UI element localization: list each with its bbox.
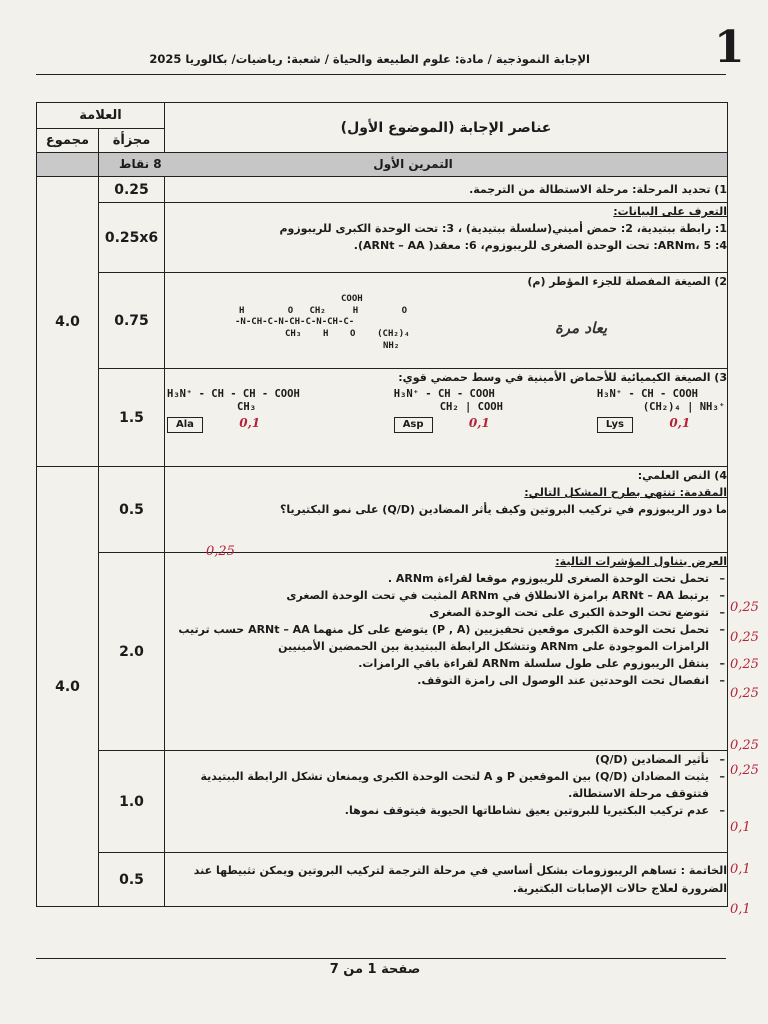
grade-q1-data: 0.25x6 [99,203,165,273]
grade-q1: 0.25 [99,177,165,203]
q3-cell [165,369,728,467]
page-corner-mark: 1 [714,22,745,73]
q1-data-title: التعرف على البيانات: [613,205,727,218]
total-part1: 4.0 [37,177,99,467]
q4-body-item: – تحمل تحت الوحدة الصغرى للريبوزوم موقعا لقراءة ARNm . [165,570,727,587]
grade-q4-effect: 1.0 [99,751,165,853]
formula-ala-main: H₃N⁺ - CH - CH - COOH [167,388,300,401]
q4-body-item: – تحمل تحت الوحدة الكبرى موقعين تحفيزيين (P , A) يتوضع على كل منهما ARNt – AA حسب ترتيب الرامزات الموجودة على ARNm وتتشكل الرابطة الببتيدية بين الحمضين الأمينيين [165,621,727,655]
total-header: مجموع [37,129,99,153]
header-divider [36,74,726,75]
exercise-title: التمرين الأول [373,157,453,171]
exercise-points: 8 نقاط [119,157,162,171]
q1-data-line2: 4: ARNm، 5: تحت الوحدة الصغرى للريبوزوم، 6: معقد( ARNt – AA). [353,239,727,253]
grading-mark: 0,1 [730,862,751,877]
grade-q2: 0.75 [99,273,165,369]
grading-mark: 0,25 [730,763,759,778]
strip-total-cell [37,153,99,177]
grade-q3: 1.5 [99,369,165,467]
q4-body-item: – تتوضع تحت الوحدة الكبرى على تحت الوحدة الصغرى [165,604,727,621]
answer-table [36,102,728,907]
grading-mark: 0,25 [730,600,759,615]
mark-asp: 0,1 [468,416,490,431]
q4-effect-item: – عدم تركيب البكتيريا للبروتين يعيق نشاطاتها الحيوية فيتوقف نموها. [165,802,727,819]
formula-ala [167,388,300,433]
q2-cell [165,273,728,369]
grading-mark: 0,25 [730,738,759,753]
exercise-strip [99,153,728,177]
q4-body-item: – انفصال تحت الوحدتين عند الوصول الى رامزة التوقف. [165,672,727,689]
q4-body-item: – يرتبط ARNt – AA برامزة الانطلاق في ARNm المثبت في تحت الوحدة الصغرى [165,587,727,604]
formula-asp [394,388,503,433]
footer-divider [36,958,726,959]
grade-q4-conclusion: 0.5 [99,853,165,907]
q4-question: ما دور الريبوزوم في تركيب البروتين وكيف يأثر المضادين (Q/D) على نمو البكتيريا؟ [280,503,727,517]
q3-text: 3) الصيغة الكيميائية للأحماض الأمينية في وسط حمضي قوي: [398,371,727,384]
handwritten-note: يعاد مرة [554,319,607,337]
total-part2: 4.0 [37,467,99,907]
grading-mark: 0,25 [730,657,759,672]
grading-mark: 0,25 [206,544,235,559]
q4-body-item: – ينتقل الريبوزوم على طول سلسلة ARNm لقراءة باقي الرامزات. [165,655,727,672]
grading-mark: 0,25 [730,686,759,701]
page-footer: صفحة 1 من 7 [329,962,421,977]
grading-mark: 0,1 [730,820,751,835]
partial-header: مجزأة [99,129,165,153]
q1-data-line1: 1: رابطة ببتيدية، 2: حمض أميني(سلسلة ببتيدية) ، 3: تحت الوحدة الكبرى للريبوزوم [279,222,727,236]
q2-text: 2) الصيغة المفصلة للجزء المؤطر (م) [527,275,727,288]
table-title: عناصر الإجابة (الموضوع الأول) [165,103,728,153]
formula-lys-side: (CH₂)₄ | NH₃⁺ [642,400,725,413]
label-lys: Lys [597,417,633,433]
q4-title: 4) النص العلمي: [637,469,727,482]
formula-ala-side: CH₃ [237,400,256,413]
q1-text: 1) تحديد المرحلة: مرحلة الاستطالة من الترجمة. [165,177,728,203]
q4-body-title: العرض يتناول المؤشرات التالية: [555,555,727,568]
formula-lys [597,388,725,433]
peptide-chain: -N-CH-C-N-CH-C-N-CH-C- [235,317,355,328]
formula-asp-side: CH₂ | COOH [439,400,503,413]
q4-intro-label: المقدمة: تنتهي بطرح المشكل التالي: [524,486,727,500]
q4-conclusion: الخاتمة : تساهم الريبوزومات بشكل أساسي في مرحلة الترجمة لتركيب البروتين ويمكن تثبيطها عند الضرورة لعلاج حالات الإصابات البكتيرية. [165,853,728,907]
label-ala: Ala [167,417,203,433]
q4-effect-item: – يثبت المضادان (Q/D) بين الموقعين P و A لتحت الوحدة الكبرى ويمنعان تشكل الرابطة الببتيدية فتتوقف مرحلة الاستطالة. [165,768,727,802]
formula-asp-main: H₃N⁺ - CH - COOH [393,388,495,401]
peptide-formula: COOH H O CH₂ H O -N-CH-C-N-CH-C-N-CH-C- CH₃ H O (CH₂)₄ NH₂ [235,294,727,352]
formula-lys-main: H₃N⁺ - CH - COOH [596,388,698,401]
grade-header: العلامة [37,103,165,129]
grading-mark: 0,25 [730,630,759,645]
mark-lys: 0,1 [669,416,691,431]
q1-data-cell [165,203,728,273]
label-asp: Asp [394,417,433,433]
q4-intro-cell [165,467,728,553]
document-header: الإجابة النموذجية / مادة: علوم الطبيعة والحياة / شعبة: رياضيات/ بكالوريا 2025 [149,52,590,66]
grading-mark: 0,1 [730,902,751,917]
grade-q4-body: 2.0 [99,553,165,751]
q4-effect-title: – تأثير المضادين (Q/D) [165,751,727,768]
q4-effect-cell [165,751,728,853]
grade-q4-intro: 0.5 [99,467,165,553]
amino-acid-formulas [165,386,727,435]
q4-body-cell [165,553,728,751]
mark-ala: 0,1 [239,416,261,431]
